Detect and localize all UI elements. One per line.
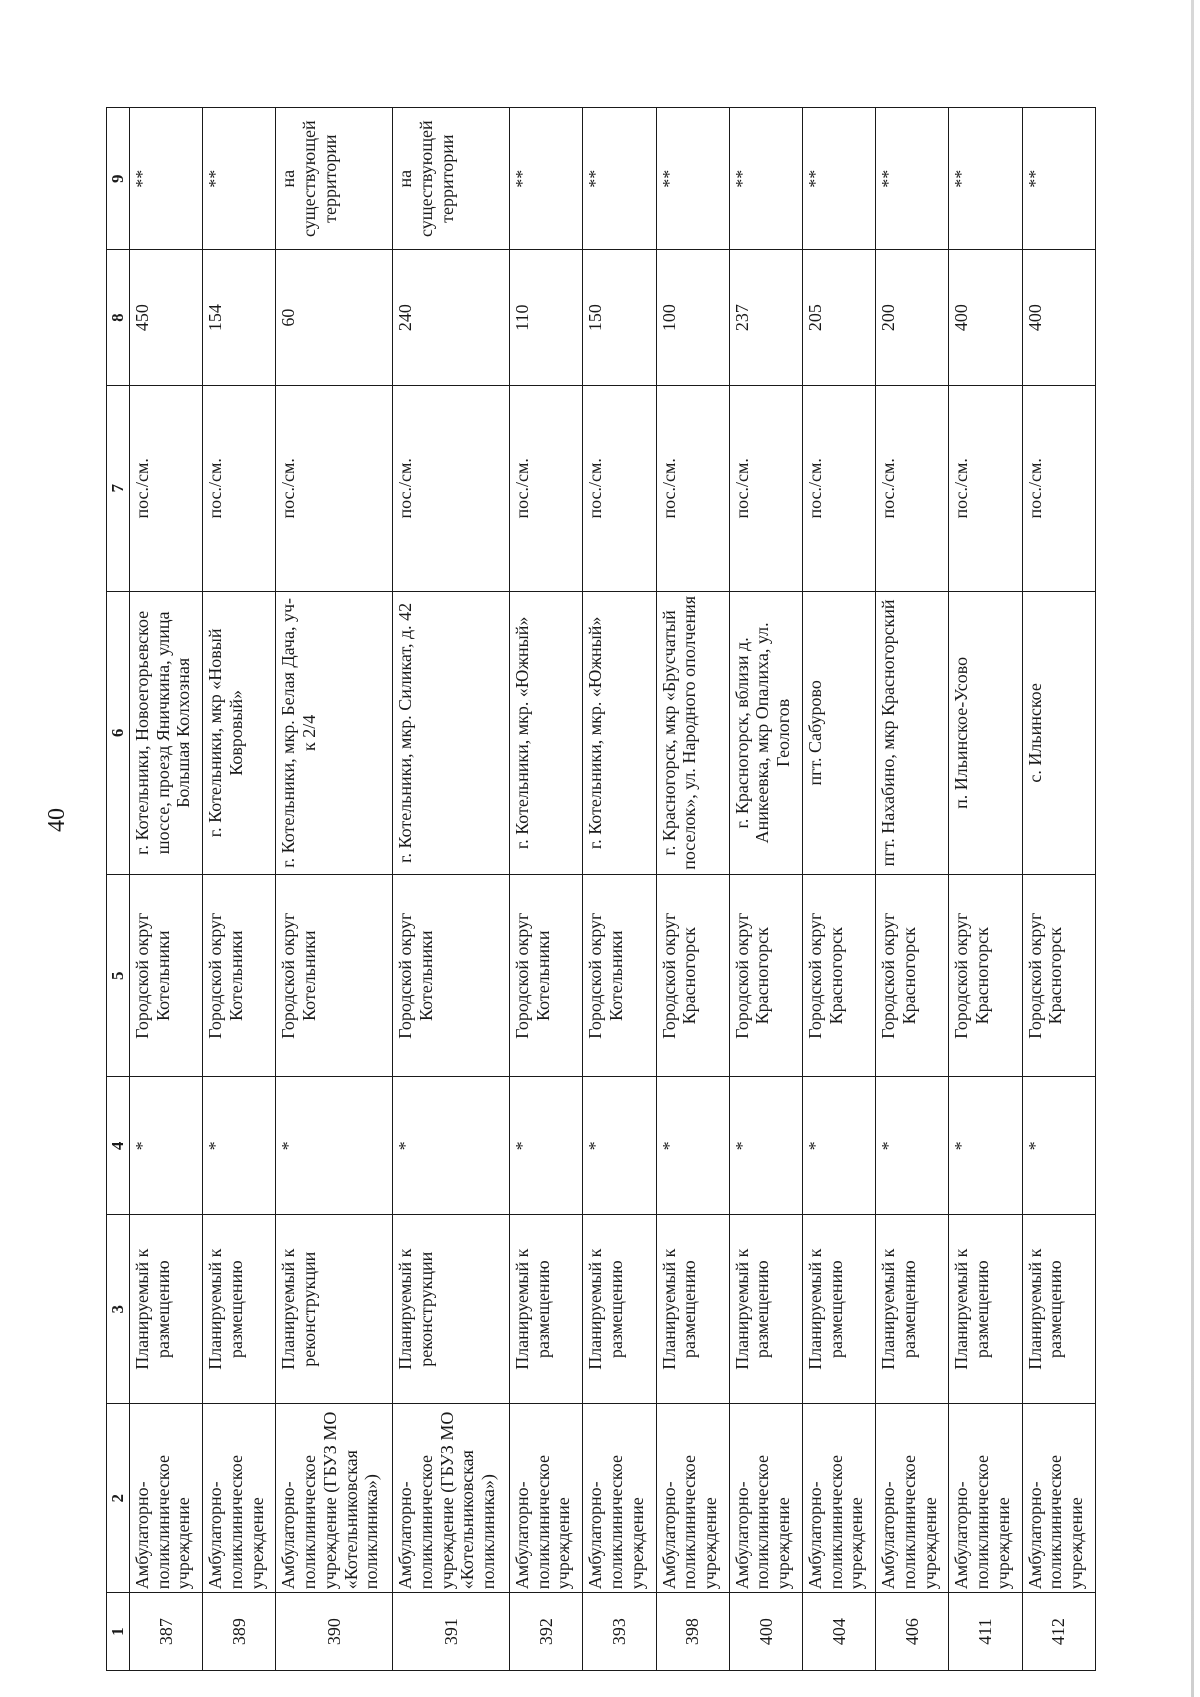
- district-name: Городской округ Котельники: [203, 875, 276, 1077]
- capacity-unit: пос./см.: [393, 385, 510, 591]
- location-address: г. Красногорск, вблизи д. Аникеевка, мкр Опалиха, ул. Геологов: [729, 591, 802, 874]
- facilities-table: [106, 107, 1096, 1671]
- facility-status: Планируемый к размещению: [876, 1215, 949, 1404]
- column-number: 5: [107, 875, 130, 1077]
- capacity-value: 150: [583, 250, 656, 386]
- facility-status: Планируемый к размещению: [949, 1215, 1022, 1404]
- facility-name: Амбулаторно-поликлиническое учреждение: [802, 1404, 875, 1593]
- facility-name: Амбулаторно-поликлиническое учреждение: [729, 1404, 802, 1593]
- column-number: 4: [107, 1077, 130, 1215]
- col4-marker: *: [876, 1077, 949, 1215]
- table-row: [949, 108, 1022, 1671]
- location-address: г. Красногорск, мкр «Брусчатый поселок», ул. Народного ополчения: [656, 591, 729, 874]
- location-address: с. Ильинское: [1022, 591, 1095, 874]
- district-name: Городской округ Котельники: [130, 875, 203, 1077]
- table-row: [203, 108, 276, 1671]
- facility-status: Планируемый к реконструкции: [393, 1215, 510, 1404]
- facility-status: Планируемый к размещению: [729, 1215, 802, 1404]
- facility-status: Планируемый к размещению: [583, 1215, 656, 1404]
- col4-marker: *: [583, 1077, 656, 1215]
- capacity-unit: пос./см.: [1022, 385, 1095, 591]
- area-note: **: [802, 108, 875, 250]
- col4-marker: *: [276, 1077, 393, 1215]
- facilities-table-container: [106, 107, 1096, 1671]
- row-number: 391: [393, 1593, 510, 1671]
- capacity-value: 237: [729, 250, 802, 386]
- row-number: 400: [729, 1593, 802, 1671]
- facility-name: Амбулаторно-поликлиническое учреждение (ГБУЗ МО «Котельниковская поликлиника»): [393, 1404, 510, 1593]
- column-number: 2: [107, 1404, 130, 1593]
- row-number: 393: [583, 1593, 656, 1671]
- location-address: г. Котельники, мкр. «Южный»: [510, 591, 583, 874]
- capacity-unit: пос./см.: [130, 385, 203, 591]
- capacity-value: 60: [276, 250, 393, 386]
- table-row: [276, 108, 393, 1671]
- district-name: Городской округ Красногорск: [729, 875, 802, 1077]
- location-address: г. Котельники, мкр. Силикат, д. 42: [393, 591, 510, 874]
- column-number: 1: [107, 1593, 130, 1671]
- table-row: [876, 108, 949, 1671]
- facility-name: Амбулаторно-поликлиническое учреждение (ГБУЗ МО «Котельниковская поликлиника»): [276, 1404, 393, 1593]
- area-note: **: [949, 108, 1022, 250]
- row-number: 392: [510, 1593, 583, 1671]
- facility-name: Амбулаторно-поликлиническое учреждение: [130, 1404, 203, 1593]
- row-number: 404: [802, 1593, 875, 1671]
- district-name: Городской округ Котельники: [583, 875, 656, 1077]
- facility-status: Планируемый к размещению: [656, 1215, 729, 1404]
- area-note: **: [729, 108, 802, 250]
- table-row: [130, 108, 203, 1671]
- capacity-unit: пос./см.: [949, 385, 1022, 591]
- table-row: [393, 108, 510, 1671]
- location-address: п. Ильинское-Усово: [949, 591, 1022, 874]
- capacity-value: 205: [802, 250, 875, 386]
- rotated-table-frame: [106, 107, 1096, 1671]
- district-name: Городской округ Красногорск: [1022, 875, 1095, 1077]
- area-note: **: [1022, 108, 1095, 250]
- capacity-unit: пос./см.: [583, 385, 656, 591]
- district-name: Городской округ Красногорск: [656, 875, 729, 1077]
- row-number: 389: [203, 1593, 276, 1671]
- area-note: **: [203, 108, 276, 250]
- facility-name: Амбулаторно-поликлиническое учреждение: [203, 1404, 276, 1593]
- location-address: г. Котельники, мкр. «Южный»: [583, 591, 656, 874]
- column-number: 8: [107, 250, 130, 386]
- area-note: **: [130, 108, 203, 250]
- capacity-value: 110: [510, 250, 583, 386]
- table-body: [130, 108, 1096, 1671]
- table-row: [802, 108, 875, 1671]
- capacity-unit: пос./см.: [510, 385, 583, 591]
- capacity-unit: пос./см.: [656, 385, 729, 591]
- column-number: 6: [107, 591, 130, 874]
- col4-marker: *: [1022, 1077, 1095, 1215]
- district-name: Городской округ Котельники: [276, 875, 393, 1077]
- facility-status: Планируемый к реконструкции: [276, 1215, 393, 1404]
- location-address: пгт. Нахабино, мкр Красногорский: [876, 591, 949, 874]
- capacity-unit: пос./см.: [276, 385, 393, 591]
- capacity-unit: пос./см.: [802, 385, 875, 591]
- facility-status: Планируемый к размещению: [1022, 1215, 1095, 1404]
- area-note: **: [510, 108, 583, 250]
- col4-marker: *: [949, 1077, 1022, 1215]
- row-number: 412: [1022, 1593, 1095, 1671]
- column-number: 3: [107, 1215, 130, 1404]
- location-address: г. Котельники, мкр «Новый Ковровый»: [203, 591, 276, 874]
- facility-name: Амбулаторно-поликлиническое учреждение: [876, 1404, 949, 1593]
- facility-status: Планируемый к размещению: [510, 1215, 583, 1404]
- col4-marker: *: [802, 1077, 875, 1215]
- row-number: 387: [130, 1593, 203, 1671]
- area-note: **: [876, 108, 949, 250]
- row-number: 398: [656, 1593, 729, 1671]
- district-name: Городской округ Котельники: [393, 875, 510, 1077]
- area-note: на существующей территории: [393, 108, 510, 250]
- page-number: 40: [44, 808, 70, 832]
- table-row: [583, 108, 656, 1671]
- col4-marker: *: [393, 1077, 510, 1215]
- col4-marker: *: [656, 1077, 729, 1215]
- capacity-value: 400: [949, 250, 1022, 386]
- capacity-value: 400: [1022, 250, 1095, 386]
- location-address: г. Котельники, Новоегорьевское шоссе, проезд Яничкина, улица Большая Колхозная: [130, 591, 203, 874]
- district-name: Городской округ Котельники: [510, 875, 583, 1077]
- facility-name: Амбулаторно-поликлиническое учреждение: [510, 1404, 583, 1593]
- area-note: **: [656, 108, 729, 250]
- table-row: [510, 108, 583, 1671]
- col4-marker: *: [130, 1077, 203, 1215]
- row-number: 390: [276, 1593, 393, 1671]
- table-row: [1022, 108, 1095, 1671]
- area-note: **: [583, 108, 656, 250]
- column-number-row: [107, 108, 130, 1671]
- district-name: Городской округ Красногорск: [949, 875, 1022, 1077]
- facility-status: Планируемый к размещению: [203, 1215, 276, 1404]
- district-name: Городской округ Красногорск: [876, 875, 949, 1077]
- capacity-value: 240: [393, 250, 510, 386]
- facility-status: Планируемый к размещению: [130, 1215, 203, 1404]
- row-number: 406: [876, 1593, 949, 1671]
- scan-edge-line: [1191, 0, 1194, 1697]
- capacity-value: 154: [203, 250, 276, 386]
- facility-name: Амбулаторно-поликлиническое учреждение: [949, 1404, 1022, 1593]
- capacity-unit: пос./см.: [876, 385, 949, 591]
- facility-name: Амбулаторно-поликлиническое учреждение: [656, 1404, 729, 1593]
- facility-name: Амбулаторно-поликлиническое учреждение: [1022, 1404, 1095, 1593]
- capacity-unit: пос./см.: [729, 385, 802, 591]
- column-number: 9: [107, 108, 130, 250]
- area-note: на существующей территории: [276, 108, 393, 250]
- location-address: г. Котельники, мкр. Белая Дача, уч-к 2/4: [276, 591, 393, 874]
- capacity-unit: пос./см.: [203, 385, 276, 591]
- col4-marker: *: [203, 1077, 276, 1215]
- capacity-value: 200: [876, 250, 949, 386]
- row-number: 411: [949, 1593, 1022, 1671]
- table-row: [729, 108, 802, 1671]
- district-name: Городской округ Красногорск: [802, 875, 875, 1077]
- location-address: пгт. Сабурово: [802, 591, 875, 874]
- col4-marker: *: [729, 1077, 802, 1215]
- column-number: 7: [107, 385, 130, 591]
- facility-name: Амбулаторно-поликлиническое учреждение: [583, 1404, 656, 1593]
- capacity-value: 100: [656, 250, 729, 386]
- capacity-value: 450: [130, 250, 203, 386]
- col4-marker: *: [510, 1077, 583, 1215]
- facility-status: Планируемый к размещению: [802, 1215, 875, 1404]
- table-row: [656, 108, 729, 1671]
